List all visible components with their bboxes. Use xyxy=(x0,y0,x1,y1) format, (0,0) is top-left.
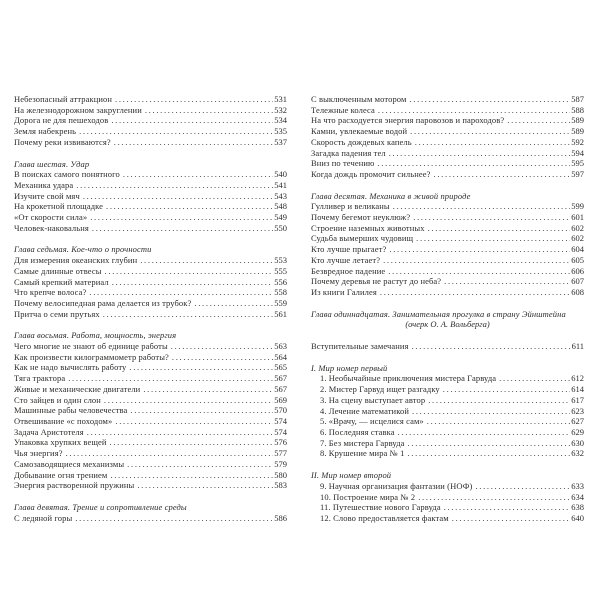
toc-entry xyxy=(311,395,584,406)
toc-entry xyxy=(311,384,584,395)
toc-entry-page-number: 563 xyxy=(274,341,287,352)
toc-section xyxy=(311,363,584,459)
dot-leader-icon xyxy=(81,191,273,202)
dot-leader-icon xyxy=(90,223,273,234)
toc-entry-title: Тележные колеса xyxy=(311,104,375,115)
toc-entry-page-number: 535 xyxy=(274,126,287,137)
toc-entry xyxy=(311,105,584,116)
toc-entry-page-number: 601 xyxy=(571,212,584,223)
dot-leader-icon xyxy=(450,513,570,524)
toc-entry-page-number: 592 xyxy=(571,136,584,147)
toc-entry-page-number: 556 xyxy=(274,276,287,287)
toc-section xyxy=(14,244,287,319)
toc-entry-title: Когда дождь промочит сильнее? xyxy=(311,168,431,179)
toc-entry xyxy=(14,126,287,137)
dot-leader-icon xyxy=(85,427,274,438)
toc-entry-page-number: 602 xyxy=(571,222,584,233)
toc-entry-page-number: 594 xyxy=(571,147,584,158)
toc-entry xyxy=(14,480,287,491)
toc-entry xyxy=(14,437,287,448)
dot-leader-icon xyxy=(381,255,570,266)
dot-leader-icon xyxy=(432,169,571,180)
toc-entry xyxy=(311,137,584,148)
toc-entry-page-number: 540 xyxy=(274,169,287,180)
toc-entry-title: Для измерения океанских глубин xyxy=(14,255,138,266)
dot-leader-icon xyxy=(378,287,570,298)
toc-entry-title: Как не надо вычислять работу xyxy=(14,362,127,373)
toc-entry xyxy=(311,416,584,427)
toc-entry xyxy=(14,115,287,126)
toc-entry xyxy=(311,287,584,298)
dot-leader-icon xyxy=(410,341,571,352)
dot-leader-icon xyxy=(396,427,571,438)
dot-leader-icon xyxy=(425,416,570,427)
toc-entry-page-number: 640 xyxy=(571,512,584,523)
toc-entry-page-number: 634 xyxy=(571,491,584,502)
dot-leader-icon xyxy=(442,502,571,513)
toc-entry-title: Безвредное падение xyxy=(311,265,386,276)
dot-leader-icon xyxy=(64,448,274,459)
toc-entry-page-number: 638 xyxy=(571,502,584,513)
toc-entry-title: Земля набекрень xyxy=(14,126,77,137)
dot-leader-icon xyxy=(66,373,273,384)
toc-entry-title: 3. На сцену выступает автор xyxy=(320,394,426,405)
toc-entry-title: Механика удара xyxy=(14,179,74,190)
toc-entry-page-number: 612 xyxy=(571,373,584,384)
toc-entry xyxy=(311,406,584,417)
dot-leader-icon xyxy=(108,437,274,448)
toc-entry-title: На железнодорожном закруглении xyxy=(14,104,142,115)
toc-entry-page-number: 608 xyxy=(571,286,584,297)
toc-entry-page-number: 537 xyxy=(274,136,287,147)
dot-leader-icon xyxy=(143,105,273,116)
toc-entry xyxy=(311,448,584,459)
toc-section xyxy=(311,341,584,352)
toc-entry-page-number: 576 xyxy=(274,437,287,448)
toc-entry xyxy=(311,341,584,352)
toc-entry-page-number: 574 xyxy=(274,415,287,426)
toc-entry-page-number: 611 xyxy=(571,341,584,352)
toc-entry-page-number: 555 xyxy=(274,265,287,276)
toc-entry xyxy=(14,427,287,438)
toc-entry-title: Отвешивание «с походом» xyxy=(14,415,113,426)
dot-leader-icon xyxy=(113,94,273,105)
toc-entry xyxy=(14,405,287,416)
toc-entry-title: Притча о семи прутьях xyxy=(14,308,100,319)
toc-section xyxy=(14,502,287,523)
toc-entry xyxy=(14,191,287,202)
toc-entry-title: 7. Без мистера Гарвуда xyxy=(320,437,405,448)
toc-section xyxy=(14,159,287,234)
toc-entry-page-number: 567 xyxy=(274,373,287,384)
toc-entry-page-number: 543 xyxy=(274,190,287,201)
dot-leader-icon xyxy=(413,137,570,148)
dot-leader-icon xyxy=(387,148,571,159)
toc-entry-title: 5. «Врачу, — исцелися сам» xyxy=(320,416,424,427)
toc-section xyxy=(311,470,584,524)
toc-entry-page-number: 579 xyxy=(274,458,287,469)
toc-entry-title: Дорога не для пешеходов xyxy=(14,115,109,126)
toc-entry-page-number: 564 xyxy=(274,351,287,362)
toc-entry-page-number: 627 xyxy=(571,416,584,427)
toc-entry xyxy=(311,427,584,438)
toc-entry xyxy=(311,492,584,503)
toc-entry-title: Добывание огня трением xyxy=(14,469,108,480)
toc-entry xyxy=(14,201,287,212)
dot-leader-icon xyxy=(121,169,273,180)
toc-entry-title: 8. Крушение мира № 1 xyxy=(320,448,405,459)
dot-leader-icon xyxy=(414,233,570,244)
toc-entry-title: Что крепче волоса? xyxy=(14,287,87,298)
chapter-heading: I. Мир номер первый xyxy=(311,362,388,373)
toc-entry-page-number: 541 xyxy=(274,179,287,190)
toc-entry-title: 6. Последняя ставка xyxy=(320,426,395,437)
toc-entry-title: С ледяной горы xyxy=(14,512,73,523)
toc-entry-page-number: 605 xyxy=(571,254,584,265)
chapter-heading: Глава девятая. Трение и сопротивление среды xyxy=(14,501,187,512)
toc-entry-title: Задача Аристотеля xyxy=(14,426,84,437)
dot-leader-icon xyxy=(103,266,274,277)
dot-leader-icon xyxy=(74,180,273,191)
toc-entry-page-number: 617 xyxy=(571,394,584,405)
toc-entry-title: Изучите свой мяч xyxy=(14,190,80,201)
toc-entry-title: Почему реки извиваются? xyxy=(14,136,111,147)
toc-column-right xyxy=(311,94,584,524)
toc-entry-title: 4. Лечение математикой xyxy=(320,405,410,416)
dot-leader-icon xyxy=(405,448,570,459)
toc-entry-page-number: 589 xyxy=(571,126,584,137)
dot-leader-icon xyxy=(387,244,570,255)
toc-entry xyxy=(311,94,584,105)
toc-entry-page-number: 577 xyxy=(274,448,287,459)
dot-leader-icon xyxy=(442,276,570,287)
toc-entry-page-number: 567 xyxy=(274,383,287,394)
toc-entry-title: 2. Мистер Гарвуд ищет разгадку xyxy=(320,384,440,395)
toc-entry xyxy=(14,470,287,481)
toc-entry xyxy=(311,481,584,492)
dot-leader-icon xyxy=(426,223,571,234)
toc-entry-title: Как произвести килограммометр работы? xyxy=(14,351,169,362)
dot-leader-icon xyxy=(127,362,273,373)
toc-entry-page-number: 570 xyxy=(274,405,287,416)
toc-entry xyxy=(14,448,287,459)
toc-entry-page-number: 614 xyxy=(571,384,584,395)
chapter-heading: Глава шестая. Удар xyxy=(14,158,90,169)
toc-entry xyxy=(14,266,287,277)
toc-entry xyxy=(311,502,584,513)
toc-entry-title: Камни, увлекаемые водой xyxy=(311,126,408,137)
toc-entry-title: Тяга трактора xyxy=(14,373,66,384)
toc-entry xyxy=(14,105,287,116)
toc-entry-page-number: 549 xyxy=(274,212,287,223)
dot-leader-icon xyxy=(77,126,273,137)
toc-entry-title: Сто зайцев и один слон xyxy=(14,394,101,405)
toc-entry-title: Почему велосипедная рама делается из трубок? xyxy=(14,297,192,308)
toc-entry-title: 12. Слово предоставляется фактам xyxy=(320,512,449,523)
toc-entry xyxy=(14,212,287,223)
dot-leader-icon xyxy=(386,266,570,277)
toc-entry-title: «От скорости сила» xyxy=(14,212,88,223)
chapter-heading: Глава седьмая. Кое-что о прочности xyxy=(14,244,152,255)
toc-entry xyxy=(14,352,287,363)
toc-entry-title: Кто лучше летает? xyxy=(311,254,381,265)
toc-entry-page-number: 606 xyxy=(571,265,584,276)
dot-leader-icon xyxy=(113,416,273,427)
toc-entry-title: В поисках самого понятного xyxy=(14,169,120,180)
toc-entry xyxy=(14,277,287,288)
chapter-heading: Глава восьмая. Работа, мощность, энергия xyxy=(14,330,177,341)
toc-entry-title: На что расходуется энергия паровозов и пароходов? xyxy=(311,115,505,126)
toc-entry xyxy=(14,373,287,384)
toc-entry xyxy=(14,298,287,309)
toc-entry-title: 1. Необычайные приключения мистера Гарвуда xyxy=(320,373,497,384)
chapter-subheading: (очерк О. А. Вольберга) xyxy=(405,319,490,330)
toc-entry-page-number: 531 xyxy=(274,94,287,104)
toc-entry-title: Самый крепкий материал xyxy=(14,276,109,287)
toc-entry-page-number: 534 xyxy=(274,115,287,126)
dot-leader-icon xyxy=(108,470,273,481)
toc-entry-title: Энергия растворенной пружины xyxy=(14,480,135,491)
toc-entry-page-number: 565 xyxy=(274,362,287,373)
toc-entry-title: Кто лучше прыгает? xyxy=(311,244,387,255)
toc-entry xyxy=(14,513,287,524)
dot-leader-icon xyxy=(408,126,570,137)
chapter-heading: Глава одиннадцатая. Занимательная прогулка в страну Эйнштейна xyxy=(311,308,566,319)
dot-leader-icon xyxy=(135,480,273,491)
toc-column-left xyxy=(14,94,287,524)
toc-entry-title: Небезопасный аттракцион xyxy=(14,94,113,104)
toc-entry xyxy=(311,158,584,169)
toc-entry-page-number: 629 xyxy=(571,426,584,437)
toc-entry-title: Гулливер и великаны xyxy=(311,201,390,212)
toc-entry-title: Строение наземных животных xyxy=(311,222,425,233)
dot-leader-icon xyxy=(110,277,274,288)
toc-entry-page-number: 561 xyxy=(274,308,287,319)
toc-entry-page-number: 569 xyxy=(274,394,287,405)
toc-section xyxy=(311,191,584,298)
dot-leader-icon xyxy=(473,481,570,492)
toc-entry xyxy=(14,255,287,266)
dot-leader-icon xyxy=(125,459,273,470)
toc-entry xyxy=(311,115,584,126)
table-of-contents xyxy=(14,94,584,524)
toc-section xyxy=(311,94,584,180)
toc-entry xyxy=(14,395,287,406)
toc-entry-page-number: 532 xyxy=(274,104,287,115)
toc-entry-title: Загадка падения тел xyxy=(311,147,386,158)
toc-entry xyxy=(14,341,287,352)
toc-entry-title: Почему деревья не растут до неба? xyxy=(311,276,442,287)
dot-leader-icon xyxy=(376,105,570,116)
dot-leader-icon xyxy=(407,94,570,105)
toc-entry-title: Из книги Галилея xyxy=(311,286,377,297)
toc-entry-page-number: 589 xyxy=(571,115,584,126)
dot-leader-icon xyxy=(73,513,273,524)
toc-entry-title: Чья энергия? xyxy=(14,448,63,459)
toc-entry-title: 11. Путешествие нового Гарвуда xyxy=(320,502,441,513)
dot-leader-icon xyxy=(416,492,570,503)
dot-leader-icon xyxy=(192,298,273,309)
toc-entry-title: Скорость дождевых капель xyxy=(311,136,412,147)
toc-entry xyxy=(14,223,287,234)
toc-entry-title: Человек-наковальня xyxy=(14,222,89,233)
toc-entry-page-number: 595 xyxy=(571,158,584,169)
dot-leader-icon xyxy=(128,405,273,416)
toc-entry-title: Вниз по течению xyxy=(311,158,375,169)
chapter-heading: Глава десятая. Механика в живой природе xyxy=(311,190,471,201)
toc-entry-title: 9. Научная организация фантазии (НОФ) xyxy=(320,480,473,491)
dot-leader-icon xyxy=(170,352,273,363)
toc-entry-page-number: 550 xyxy=(274,222,287,233)
toc-entry-page-number: 586 xyxy=(274,512,287,523)
toc-entry xyxy=(14,180,287,191)
dot-leader-icon xyxy=(112,137,273,148)
toc-entry xyxy=(14,309,287,320)
dot-leader-icon xyxy=(497,373,570,384)
toc-entry-title: С выключенным мотором xyxy=(311,94,407,104)
toc-entry xyxy=(14,384,287,395)
toc-entry-page-number: 583 xyxy=(274,480,287,491)
toc-entry xyxy=(311,266,584,277)
toc-entry-page-number: 548 xyxy=(274,201,287,212)
toc-entry-title: На крокетной площадке xyxy=(14,201,104,212)
toc-entry-page-number: 574 xyxy=(274,426,287,437)
dot-leader-icon xyxy=(102,395,273,406)
toc-entry-page-number: 602 xyxy=(571,233,584,244)
toc-entry xyxy=(311,513,584,524)
toc-entry-title: Живые и механические двигатели xyxy=(14,383,141,394)
toc-entry-page-number: 607 xyxy=(571,276,584,287)
toc-entry-page-number: 553 xyxy=(274,255,287,266)
toc-entry-title: Самые длинные отвесы xyxy=(14,265,102,276)
toc-entry xyxy=(311,126,584,137)
dot-leader-icon xyxy=(87,287,273,298)
toc-section xyxy=(14,94,287,148)
toc-entry-title: Почему бегемот неуклюж? xyxy=(311,212,411,223)
toc-entry xyxy=(14,416,287,427)
dot-leader-icon xyxy=(138,255,273,266)
dot-leader-icon xyxy=(426,395,570,406)
toc-section xyxy=(311,309,584,330)
toc-entry-page-number: 559 xyxy=(274,297,287,308)
toc-entry-page-number: 623 xyxy=(571,405,584,416)
toc-entry-title: Чего многие не знают об единице работы xyxy=(14,341,168,352)
dot-leader-icon xyxy=(410,406,570,417)
toc-entry-page-number: 599 xyxy=(571,201,584,212)
toc-entry-page-number: 558 xyxy=(274,287,287,298)
toc-entry-title: Судьба вымерших чудовищ xyxy=(311,233,414,244)
toc-entry-page-number: 633 xyxy=(571,480,584,491)
toc-entry-page-number: 597 xyxy=(571,168,584,179)
toc-entry-page-number: 580 xyxy=(274,469,287,480)
toc-entry xyxy=(311,255,584,266)
dot-leader-icon xyxy=(411,212,570,223)
dot-leader-icon xyxy=(101,309,274,320)
toc-entry-title: Машинные рабы человечества xyxy=(14,405,128,416)
toc-entry xyxy=(14,459,287,470)
dot-leader-icon xyxy=(406,438,571,449)
dot-leader-icon xyxy=(104,201,273,212)
toc-entry xyxy=(311,276,584,287)
dot-leader-icon xyxy=(141,384,273,395)
toc-entry-page-number: 588 xyxy=(571,104,584,115)
dot-leader-icon xyxy=(441,384,570,395)
toc-entry xyxy=(311,169,584,180)
toc-entry xyxy=(311,212,584,223)
toc-entry xyxy=(311,244,584,255)
chapter-heading: II. Мир номер второй xyxy=(311,470,392,481)
toc-entry xyxy=(14,362,287,373)
dot-leader-icon xyxy=(391,201,571,212)
toc-entry xyxy=(311,373,584,384)
toc-entry-page-number: 632 xyxy=(571,448,584,459)
toc-entry-page-number: 630 xyxy=(571,437,584,448)
toc-entry xyxy=(311,438,584,449)
dot-leader-icon xyxy=(109,115,273,126)
toc-entry xyxy=(311,233,584,244)
toc-entry-page-number: 604 xyxy=(571,244,584,255)
toc-entry xyxy=(311,223,584,234)
toc-entry xyxy=(14,94,287,105)
toc-entry xyxy=(311,148,584,159)
toc-entry xyxy=(14,287,287,298)
toc-entry-title: Вступительные замечания xyxy=(311,341,409,352)
toc-entry xyxy=(311,201,584,212)
toc-entry-title: Упаковка хрупких вещей xyxy=(14,437,107,448)
toc-entry-title: Самозаводящиеся механизмы xyxy=(14,458,125,469)
toc-entry-page-number: 587 xyxy=(571,94,584,104)
dot-leader-icon xyxy=(505,115,570,126)
dot-leader-icon xyxy=(88,212,273,223)
dot-leader-icon xyxy=(375,158,570,169)
toc-entry xyxy=(14,169,287,180)
dot-leader-icon xyxy=(169,341,274,352)
toc-section xyxy=(14,330,287,491)
toc-entry-title: 10. Построение мира № 2 xyxy=(320,491,416,502)
toc-entry xyxy=(14,137,287,148)
